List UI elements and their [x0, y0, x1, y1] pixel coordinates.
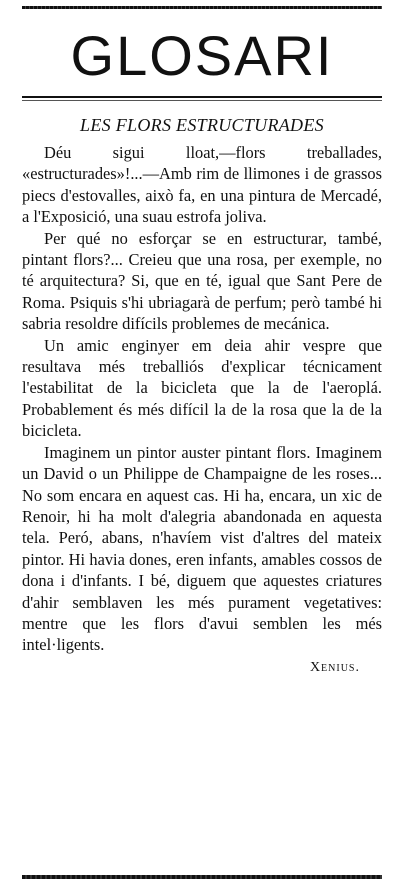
title-divider	[22, 96, 382, 98]
title-divider-thin	[22, 100, 382, 101]
article-body	[22, 114, 382, 676]
bottom-border-rule	[22, 875, 382, 879]
paragraph-4: Imaginem un pintor auster pintant flors. Imaginem un David o un Philippe de Champaigne de les roses... No som encara en aquest cas. Hi ha, encara, un xic de Renoir, hi ha molt d'alegria abandonada en aquesta tela. Peró, abans, n'havíem vist d'altres del mateix pintor. Hi havia dones, eren infants, amables cossos de dona i d'infants. I bé, diguem que aquestes criatures d'ahir semblaven les més purament vegetatives: mentre que les flors d'avui semblen les més intel·ligents.	[22, 442, 382, 655]
paragraph-1: Déu sigui lloat,—flors treballades, «estructurades»!...—Amb rim de llimones i de grassos piecs d'estovalles, això fa, en una pintura de Mercadé, a l'Exposició, una suau estrofa joliva.	[22, 143, 382, 227]
paragraph-2: Per qué no esforçar se en estructurar, també, pintant flors?... Creieu que una rosa, per exemple, no té arquitectura? Si, que en té, igual que Sant Pere de Roma. Psiquis s'hi ubriagarà de perfum; però també hi sabria resoldre difícils problemes de mecánica.	[22, 228, 382, 334]
paragraph-3: Un amic enginyer em deia ahir vespre que resultava més treballiós d'explicar técnicament l'estabilitat de la bicicleta que la de l'aeroplá. Probablement és més difícil la de la rosa que la de la bicicleta.	[22, 335, 382, 441]
masthead-title: GLOSARI	[70, 24, 334, 87]
article-headline: LES FLORS ESTRUCTURADES	[80, 115, 324, 135]
author-signature: Xenius.	[309, 659, 360, 675]
top-border-rule	[22, 6, 382, 9]
